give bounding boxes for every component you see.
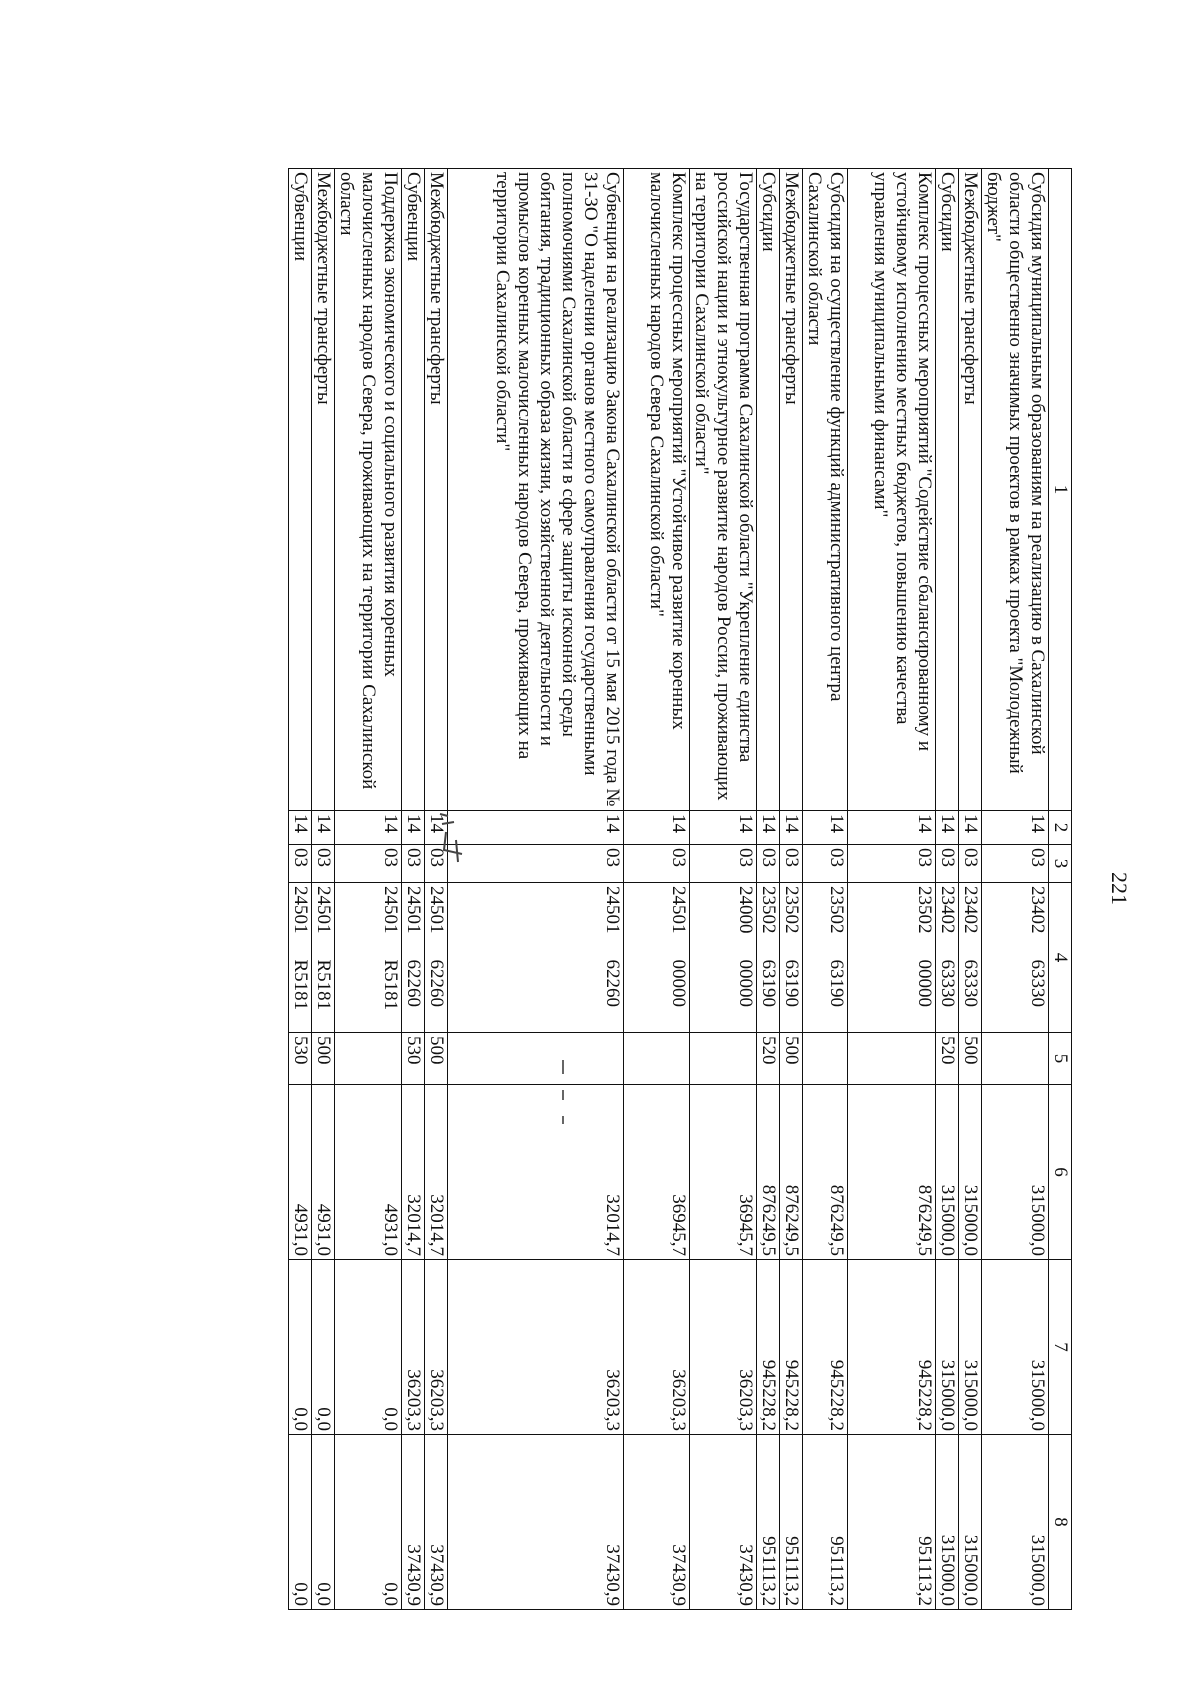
row-name: Субвенции: [402, 169, 425, 811]
col-header-2: 2: [1049, 811, 1072, 845]
row-amount-year-1: 36945,7: [690, 1085, 757, 1260]
row-target-article-program: 23402: [960, 886, 981, 934]
row-amount-year-1: 32014,7: [425, 1085, 448, 1260]
row-target-article: [289, 883, 312, 1033]
row-amount-year-2: 945228,2: [848, 1260, 936, 1435]
row-amount-year-1: 876249,5: [803, 1085, 848, 1260]
table-row: [289, 169, 312, 1610]
table-row: [982, 169, 1049, 1610]
col-header-4: 4: [1049, 883, 1072, 1033]
row-subsection-code: 03: [425, 845, 448, 883]
row-target-article: [690, 883, 757, 1033]
row-expense-type: [803, 1033, 848, 1085]
row-target-article: [757, 883, 780, 1033]
row-expense-type: [448, 1033, 624, 1085]
row-target-article-program: 24000: [735, 886, 756, 934]
table-row: [848, 169, 936, 1610]
row-section-code: 14: [803, 811, 848, 845]
row-target-article-program: 24501: [313, 886, 334, 934]
row-section-code: 14: [425, 811, 448, 845]
row-amount-year-1: 876249,5: [848, 1085, 936, 1260]
row-amount-year-1: 876249,5: [757, 1085, 780, 1260]
col-header-5: 5: [1049, 1033, 1072, 1085]
row-name: Комплекс процессных мероприятий "Содействие сбалансированному и устойчивому исполнению местных бюджетов, повышению качества управления муниципальными финансами": [848, 169, 936, 811]
row-target-article: [982, 883, 1049, 1033]
row-expense-type: 500: [312, 1033, 335, 1085]
row-target-article: [936, 883, 959, 1033]
row-amount-year-3: 0,0: [312, 1435, 335, 1610]
row-amount-year-2: 945228,2: [780, 1260, 803, 1435]
row-amount-year-3: 951113,2: [848, 1435, 936, 1610]
row-amount-year-2: 315000,0: [982, 1260, 1049, 1435]
row-target-article-program: 24501: [380, 886, 401, 934]
row-subsection-code: 03: [289, 845, 312, 883]
table-row: [780, 169, 803, 1610]
row-target-article-direction: 63190: [781, 959, 802, 1007]
row-target-article-direction: 63330: [1027, 959, 1048, 1007]
row-amount-year-2: 945228,2: [803, 1260, 848, 1435]
row-section-code: 14: [312, 811, 335, 845]
row-target-article-direction: 63330: [937, 959, 958, 1007]
row-subsection-code: 03: [402, 845, 425, 883]
row-amount-year-3: 951113,2: [757, 1435, 780, 1610]
row-target-article-program: 24501: [602, 886, 623, 934]
row-expense-type: 530: [289, 1033, 312, 1085]
row-section-code: 14: [624, 811, 690, 845]
row-expense-type: 530: [402, 1033, 425, 1085]
row-amount-year-3: 951113,2: [803, 1435, 848, 1610]
row-name: Поддержка экономического и социального развития коренных малочисленных народов Севера, проживающих на территории Сахалинской области: [335, 169, 402, 811]
row-amount-year-1: 4931,0: [312, 1085, 335, 1260]
row-target-article-program: 23502: [914, 886, 935, 934]
row-subsection-code: 03: [757, 845, 780, 883]
row-amount-year-2: 315000,0: [959, 1260, 982, 1435]
row-target-article-program: 24501: [290, 886, 311, 934]
row-target-article-direction: 63190: [826, 959, 847, 1007]
row-section-code: 14: [448, 811, 624, 845]
row-amount-year-2: 36203,3: [690, 1260, 757, 1435]
table-row: [757, 169, 780, 1610]
row-amount-year-2: 36203,3: [448, 1260, 624, 1435]
row-expense-type: 500: [780, 1033, 803, 1085]
row-amount-year-2: 315000,0: [936, 1260, 959, 1435]
table-row: [425, 169, 448, 1610]
row-name: Межбюджетные трансферты: [312, 169, 335, 811]
row-expense-type: 500: [959, 1033, 982, 1085]
row-expense-type: [690, 1033, 757, 1085]
row-name: Субсидии: [936, 169, 959, 811]
table-row: [803, 169, 848, 1610]
row-amount-year-3: 315000,0: [936, 1435, 959, 1610]
row-subsection-code: 03: [312, 845, 335, 883]
header-row: [1049, 169, 1072, 1610]
row-subsection-code: 03: [982, 845, 1049, 883]
row-amount-year-1: 315000,0: [959, 1085, 982, 1260]
col-header-7: 7: [1049, 1260, 1072, 1435]
row-name: Государственная программа Сахалинской области "Укрепление единства российской нации и этнокультурное развитие народов России, проживающих на территории Сахалинской области": [690, 169, 757, 811]
row-target-article: [312, 883, 335, 1033]
row-amount-year-2: 945228,2: [757, 1260, 780, 1435]
row-target-article-direction: 00000: [735, 959, 756, 1007]
row-amount-year-1: 4931,0: [335, 1085, 402, 1260]
row-expense-type: 520: [936, 1033, 959, 1085]
row-name: Межбюджетные трансферты: [425, 169, 448, 811]
row-target-article-direction: 00000: [914, 959, 935, 1007]
row-amount-year-3: 37430,9: [690, 1435, 757, 1610]
rotated-page: [82, 168, 1132, 1609]
row-target-article-direction: R5181: [290, 959, 311, 1011]
table-row: [448, 169, 624, 1610]
row-subsection-code: 03: [335, 845, 402, 883]
row-subsection-code: 03: [448, 845, 624, 883]
row-subsection-code: 03: [780, 845, 803, 883]
row-amount-year-3: 37430,9: [448, 1435, 624, 1610]
margin-handwritten-mark: [436, 810, 470, 868]
row-amount-year-1: 315000,0: [936, 1085, 959, 1260]
row-amount-year-1: 315000,0: [982, 1085, 1049, 1260]
row-amount-year-3: 315000,0: [959, 1435, 982, 1610]
table-row: [936, 169, 959, 1610]
row-target-article-program: 24501: [403, 886, 424, 934]
row-target-article: [848, 883, 936, 1033]
col-header-1: 1: [1049, 169, 1072, 811]
row-amount-year-3: 37430,9: [402, 1435, 425, 1610]
row-subsection-code: 03: [690, 845, 757, 883]
row-amount-year-2: 0,0: [335, 1260, 402, 1435]
row-amount-year-2: 36203,3: [425, 1260, 448, 1435]
row-expense-type: [335, 1033, 402, 1085]
row-target-article-direction: 62260: [426, 959, 447, 1007]
row-target-article-program: 23502: [781, 886, 802, 934]
row-section-code: 14: [959, 811, 982, 845]
row-section-code: 14: [289, 811, 312, 845]
col-header-6: 6: [1049, 1085, 1072, 1260]
table-row: [402, 169, 425, 1610]
table-row: [312, 169, 335, 1610]
row-expense-type: [848, 1033, 936, 1085]
row-target-article: [959, 883, 982, 1033]
row-subsection-code: 03: [624, 845, 690, 883]
row-section-code: 14: [848, 811, 936, 845]
row-target-article-direction: R5181: [313, 959, 334, 1011]
row-target-article-program: 24501: [426, 886, 447, 934]
row-expense-type: [624, 1033, 690, 1085]
row-target-article: [448, 883, 624, 1033]
row-target-article: [624, 883, 690, 1033]
table-body: [289, 169, 1049, 1610]
row-name: Комплекс процессных мероприятий "Устойчивое развитие коренных малочисленных народов Севера Сахалинской области": [624, 169, 690, 811]
row-target-article: [803, 883, 848, 1033]
row-expense-type: 520: [757, 1033, 780, 1085]
row-name: Субвенция на реализацию Закона Сахалинской области от 15 мая 2015 года № 31-ЗО "О наделении органов местного самоуправления государственными полномочиями Сахалинской области в сфере защиты исконной среды обитания, традиционных образа жизни, хозяйственной деятельности и промыслов коренных малочисленных народов Севера, проживающих на территории Сахалинской области": [448, 169, 624, 811]
row-subsection-code: 03: [848, 845, 936, 883]
row-name: Субсидии: [757, 169, 780, 811]
col-header-3: 3: [1049, 845, 1072, 883]
row-target-article-direction: R5181: [380, 959, 401, 1011]
row-section-code: 14: [936, 811, 959, 845]
table-row: [335, 169, 402, 1610]
row-section-code: 14: [757, 811, 780, 845]
row-target-article: [780, 883, 803, 1033]
row-name: Субвенции: [289, 169, 312, 811]
row-amount-year-2: 36203,3: [402, 1260, 425, 1435]
row-target-article-program: 23402: [1027, 886, 1048, 934]
row-amount-year-3: 951113,2: [780, 1435, 803, 1610]
row-amount-year-3: 37430,9: [425, 1435, 448, 1610]
row-section-code: 14: [982, 811, 1049, 845]
row-amount-year-1: 876249,5: [780, 1085, 803, 1260]
row-subsection-code: 03: [803, 845, 848, 883]
col-header-8: 8: [1049, 1435, 1072, 1610]
row-target-article: [402, 883, 425, 1033]
budget-table: [288, 168, 1072, 1610]
row-amount-year-3: 37430,9: [624, 1435, 690, 1610]
row-name: Субсидия на осуществление функций административного центра Сахалинской области: [803, 169, 848, 811]
row-target-article-program: 23502: [758, 886, 779, 934]
row-amount-year-1: 36945,7: [624, 1085, 690, 1260]
row-name: Межбюджетные трансферты: [959, 169, 982, 811]
row-section-code: 14: [335, 811, 402, 845]
row-target-article-program: 24501: [668, 886, 689, 934]
row-target-article: [335, 883, 402, 1033]
row-subsection-code: 03: [959, 845, 982, 883]
row-target-article-direction: 63190: [758, 959, 779, 1007]
row-name: Межбюджетные трансферты: [780, 169, 803, 811]
table-row: [959, 169, 982, 1610]
margin-dots: [560, 1060, 566, 1130]
row-target-article-direction: 62260: [602, 959, 623, 1007]
row-target-article-direction: 00000: [668, 959, 689, 1007]
row-section-code: 14: [690, 811, 757, 845]
row-amount-year-2: 0,0: [312, 1260, 335, 1435]
row-target-article-direction: 62260: [403, 959, 424, 1007]
row-name: Субсидия муниципальным образованиям на реализацию в Сахалинской области общественно значимых проектов в рамках проекта "Молодежный бюджет": [982, 169, 1049, 811]
row-amount-year-1: 32014,7: [402, 1085, 425, 1260]
row-amount-year-2: 0,0: [289, 1260, 312, 1435]
row-amount-year-1: 4931,0: [289, 1085, 312, 1260]
row-amount-year-1: 32014,7: [448, 1085, 624, 1260]
row-target-article-program: 23402: [937, 886, 958, 934]
row-section-code: 14: [780, 811, 803, 845]
row-target-article-direction: 63330: [960, 959, 981, 1007]
row-amount-year-3: 0,0: [335, 1435, 402, 1610]
row-subsection-code: 03: [936, 845, 959, 883]
row-section-code: 14: [402, 811, 425, 845]
row-target-article-program: 23502: [826, 886, 847, 934]
table-row: [624, 169, 690, 1610]
row-expense-type: 500: [425, 1033, 448, 1085]
row-expense-type: [982, 1033, 1049, 1085]
row-amount-year-3: 0,0: [289, 1435, 312, 1610]
row-amount-year-3: 315000,0: [982, 1435, 1049, 1610]
row-target-article: [425, 883, 448, 1033]
page-number: 221: [1107, 872, 1132, 905]
table-row: [690, 169, 757, 1610]
row-amount-year-2: 36203,3: [624, 1260, 690, 1435]
